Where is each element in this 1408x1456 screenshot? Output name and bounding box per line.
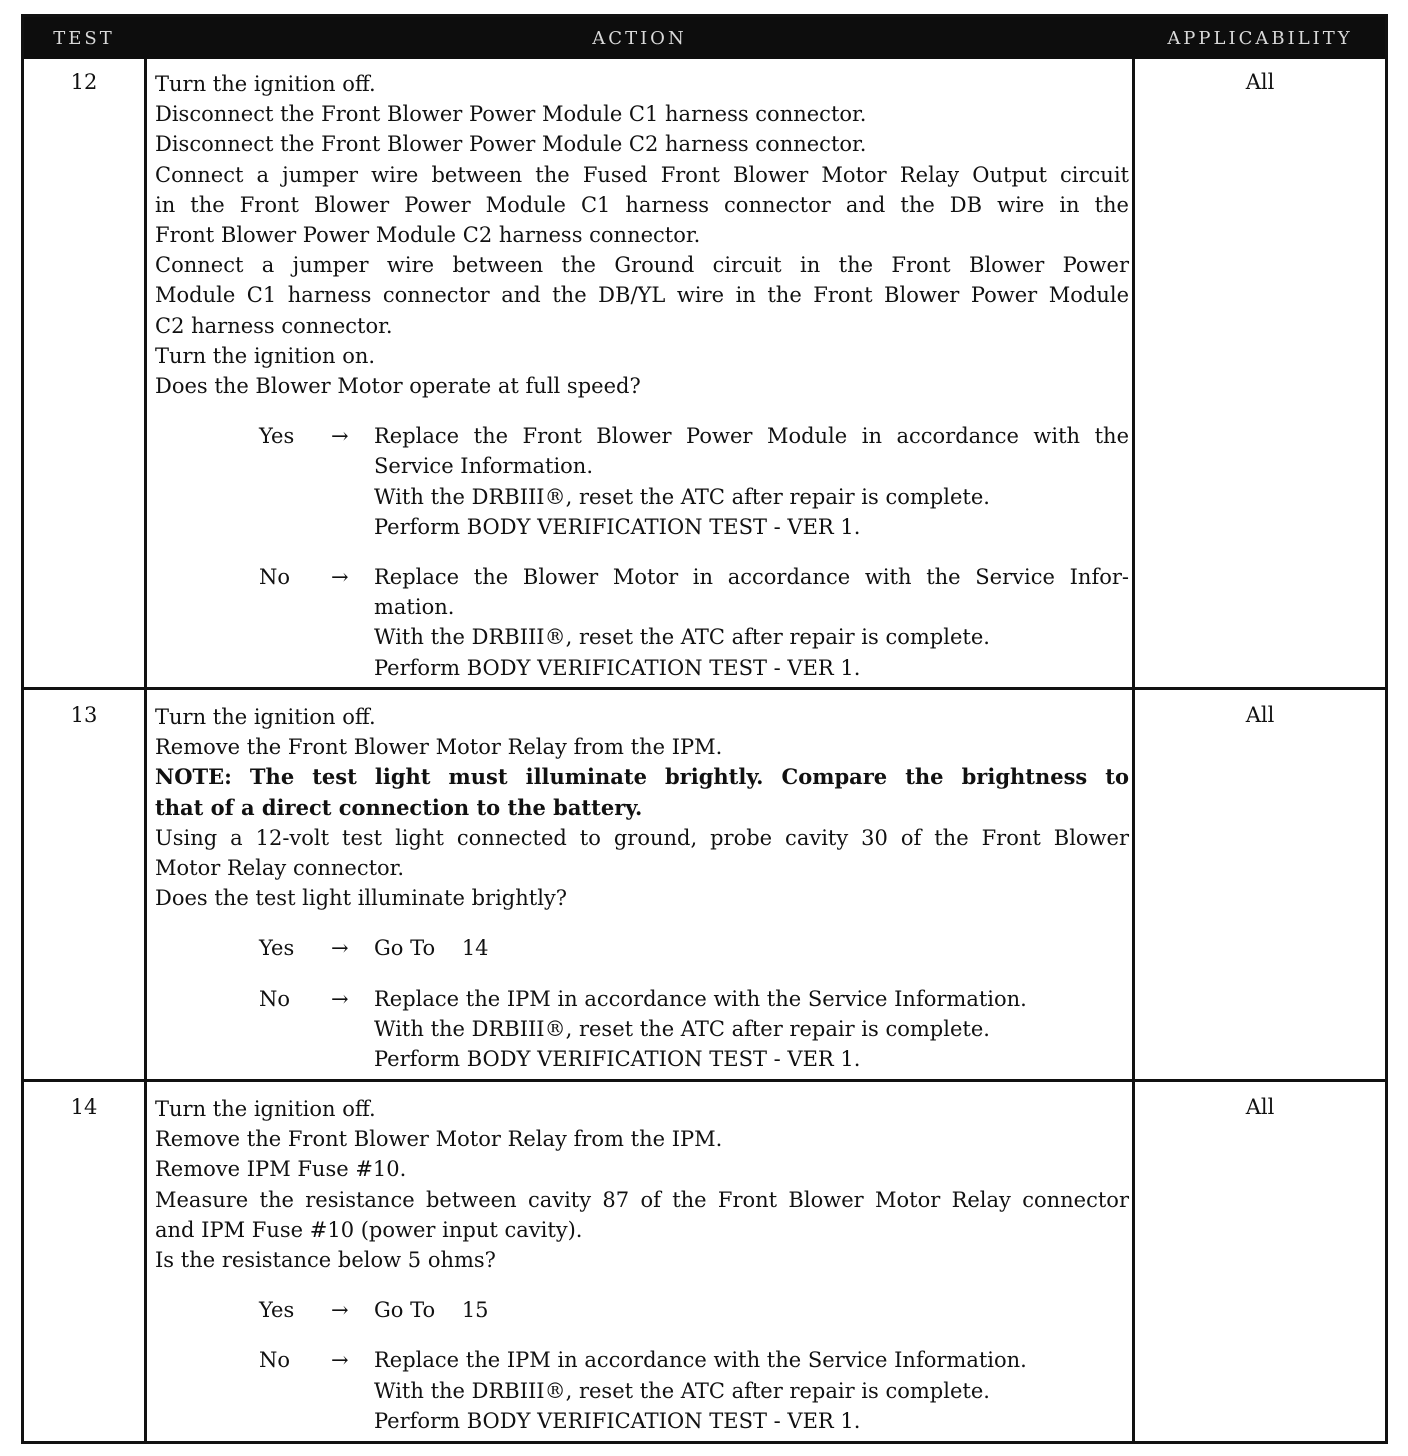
step-text: C2 harness connector. (155, 313, 393, 338)
step-text: Disconnect the Front Blower Power Module C2 harness connector. (155, 132, 867, 157)
header-action: ACTION (592, 28, 687, 49)
no-label: No (259, 1348, 291, 1373)
response-text: Go To 15 (374, 1298, 489, 1323)
yes-response (155, 933, 1129, 963)
step-text: Remove IPM Fuse #10. (155, 1157, 407, 1182)
step-text: Module C1 harness connector and the DB/YL wire in the Front Blower Power Module (155, 283, 1129, 308)
test-number: 14 (70, 1095, 98, 1119)
step-text: Motor Relay connector. (155, 856, 405, 881)
step-text: Connect a jumper wire between the Fused Front Blower Motor Relay Output circuit (155, 162, 1129, 187)
yes-label: Yes (259, 1298, 295, 1323)
question-text: Does the test light illuminate brightly? (155, 886, 568, 911)
test-procedure-table (21, 14, 1388, 1444)
response-text: Replace the Front Blower Power Module in accordance with the (374, 424, 1129, 449)
header-test: TEST (53, 28, 115, 49)
response-text: Go To 14 (374, 936, 489, 961)
action-cell (155, 69, 1129, 683)
response-text: Perform BODY VERIFICATION TEST - VER 1. (374, 655, 861, 680)
no-response (155, 1345, 1129, 1436)
yes-response (155, 421, 1129, 542)
step-text: Front Blower Power Module C2 harness connector. (155, 223, 701, 248)
header-applicability: APPLICABILITY (1167, 28, 1353, 49)
step-text: in the Front Blower Power Module C1 harness connector and the DB wire in the (155, 192, 1129, 217)
arrow-icon: → (331, 986, 349, 1011)
step-text: Measure the resistance between cavity 87 of the Front Blower Motor Relay connector (155, 1187, 1129, 1212)
table-header (24, 17, 1385, 59)
test-number: 12 (70, 70, 98, 94)
response-text: Perform BODY VERIFICATION TEST - VER 1. (374, 1408, 861, 1433)
step-text: Using a 12-volt test light connected to ground, probe cavity 30 of the Front Blower (155, 825, 1129, 850)
response-text: Service Information. (374, 454, 594, 479)
note-text: that of a direct connection to the battery. (155, 794, 643, 820)
response-text: Perform BODY VERIFICATION TEST - VER 1. (374, 514, 861, 539)
action-cell (155, 702, 1129, 1074)
question-text: Does the Blower Motor operate at full speed? (155, 374, 641, 399)
no-label: No (259, 565, 291, 590)
response-text: With the DRBIII®, reset the ATC after repair is complete. (374, 1378, 990, 1403)
response-text: Replace the IPM in accordance with the Service Information. (374, 986, 1027, 1011)
step-text: Turn the ignition off. (155, 1097, 376, 1121)
no-response (155, 562, 1129, 683)
question-text: Is the resistance below 5 ohms? (155, 1248, 496, 1273)
test-number: 13 (70, 703, 98, 727)
applicability-value: All (1245, 703, 1275, 727)
arrow-icon: → (331, 936, 349, 961)
column-divider-test (144, 59, 147, 1441)
response-text: Replace the Blower Motor in accordance with the Service Infor- (374, 565, 1129, 590)
response-text: With the DRBIII®, reset the ATC after repair is complete. (374, 625, 990, 650)
step-text: Turn the ignition off. (155, 705, 376, 729)
note-text: NOTE: The test light must illuminate brightly. Compare the brightness to (155, 764, 1129, 790)
row-divider-12-13 (24, 687, 1385, 690)
response-text: mation. (374, 595, 455, 620)
row-divider-13-14 (24, 1079, 1385, 1082)
step-text: and IPM Fuse #10 (power input cavity). (155, 1217, 583, 1242)
yes-label: Yes (259, 424, 295, 449)
arrow-icon: → (331, 1298, 349, 1323)
no-response (155, 984, 1129, 1075)
response-text: With the DRBIII®, reset the ATC after repair is complete. (374, 484, 990, 509)
arrow-icon: → (331, 1348, 349, 1373)
response-text: Perform BODY VERIFICATION TEST - VER 1. (374, 1047, 861, 1072)
action-cell (155, 1094, 1129, 1436)
step-text: Connect a jumper wire between the Ground circuit in the Front Blower Power (155, 253, 1129, 278)
step-text: Turn the ignition on. (155, 343, 376, 368)
arrow-icon: → (331, 565, 349, 590)
yes-label: Yes (259, 936, 295, 961)
no-label: No (259, 986, 291, 1011)
step-text: Disconnect the Front Blower Power Module C1 harness connector. (155, 102, 867, 127)
step-text: Turn the ignition off. (155, 72, 376, 96)
response-text: Replace the IPM in accordance with the Service Information. (374, 1348, 1027, 1373)
applicability-value: All (1245, 70, 1275, 94)
applicability-value: All (1245, 1095, 1275, 1119)
arrow-icon: → (331, 424, 349, 449)
step-text: Remove the Front Blower Motor Relay from the IPM. (155, 1127, 723, 1152)
response-text: With the DRBIII®, reset the ATC after repair is complete. (374, 1016, 990, 1041)
column-divider-applicability (1132, 59, 1135, 1441)
yes-response (155, 1295, 1129, 1325)
step-text: Remove the Front Blower Motor Relay from the IPM. (155, 735, 723, 760)
